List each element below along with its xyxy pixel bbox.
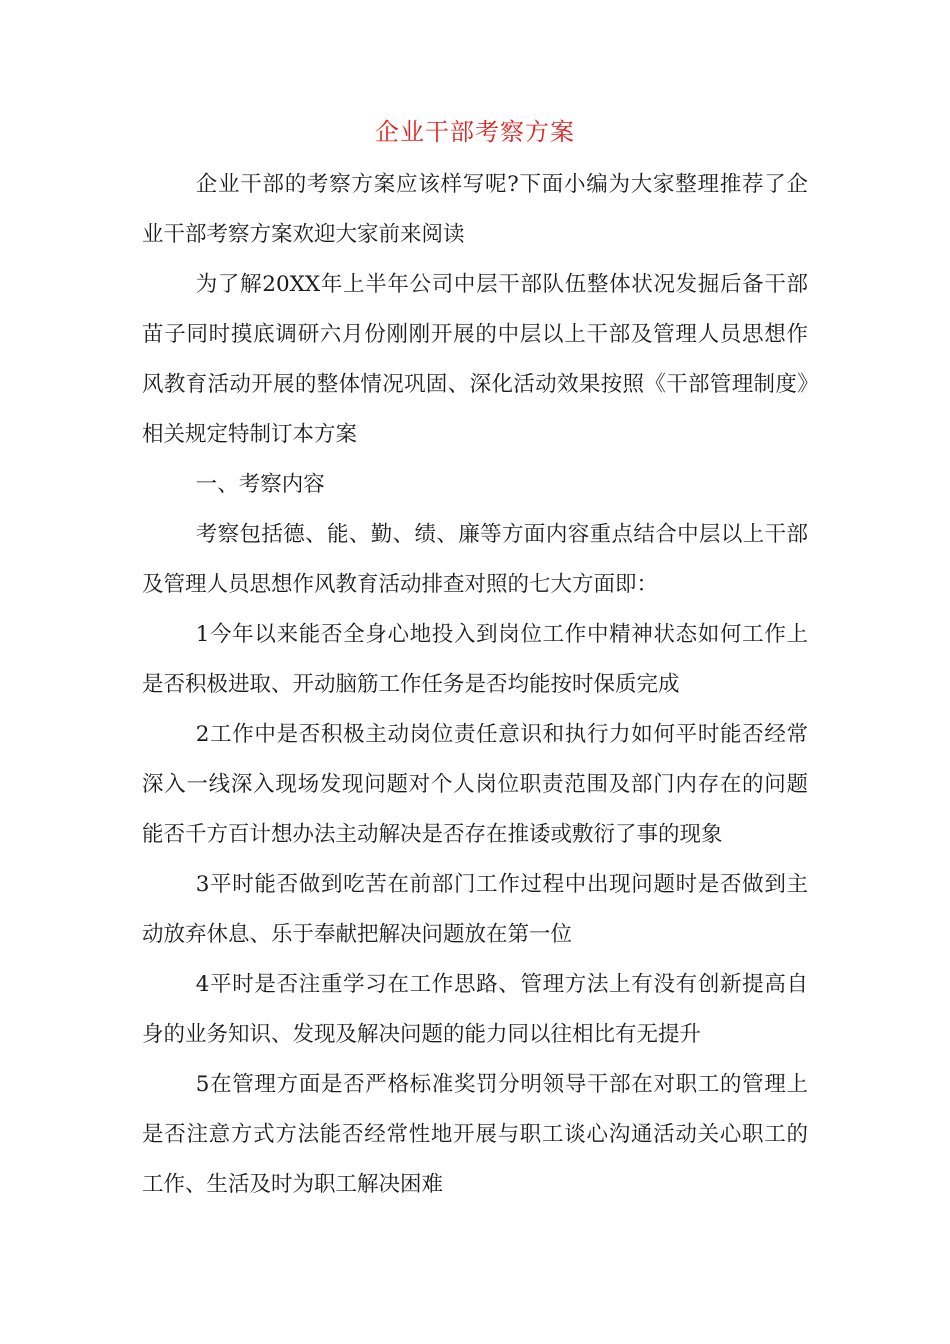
purpose-paragraph: 为了解20XX年上半年公司中层干部队伍整体状况发掘后备干部苗子同时摸底调研六月份刚刚开展的中层以上干部及管理人员思想作风教育活动开展的整体情况巩固、深化活动效果按照《干部管理制度》相关规定特制订本方案	[142, 272, 808, 447]
list-item-5: 5在管理方面是否严格标准奖罚分明领导干部在对职工的管理上是否注意方式方法能否经常性地开展与职工谈心沟通活动关心职工的工作、生活及时为职工解决困难	[142, 1072, 808, 1197]
list-item-2: 2工作中是否积极主动岗位责任意识和执行力如何平时能否经常深入一线深入现场发现问题对个人岗位职责范围及部门内存在的问题能否千方百计想办法主动解决是否存在推诿或敷衍了事的现象	[142, 722, 808, 847]
list-item-3: 3平时能否做到吃苦在前部门工作过程中出现问题时是否做到主动放弃休息、乐于奉献把解决问题放在第一位	[142, 872, 808, 947]
document-body	[142, 160, 808, 1210]
section-paragraph: 考察包括德、能、勤、绩、廉等方面内容重点结合中层以上干部及管理人员思想作风教育活动排查对照的七大方面即：	[142, 522, 808, 597]
list-item-1: 1今年以来能否全身心地投入到岗位工作中精神状态如何工作上是否积极进取、开动脑筋工作任务是否均能按时保质完成	[142, 622, 808, 697]
document-title: 企业干部考察方案	[375, 118, 575, 146]
list-item-4: 4平时是否注重学习在工作思路、管理方法上有没有创新提高自身的业务知识、发现及解决问题的能力同以往相比有无提升	[142, 972, 808, 1047]
intro-paragraph: 企业干部的考察方案应该样写呢?下面小编为大家整理推荐了企业干部考察方案欢迎大家前来阅读	[142, 172, 808, 247]
section-heading: 一、考察内容	[195, 472, 325, 497]
